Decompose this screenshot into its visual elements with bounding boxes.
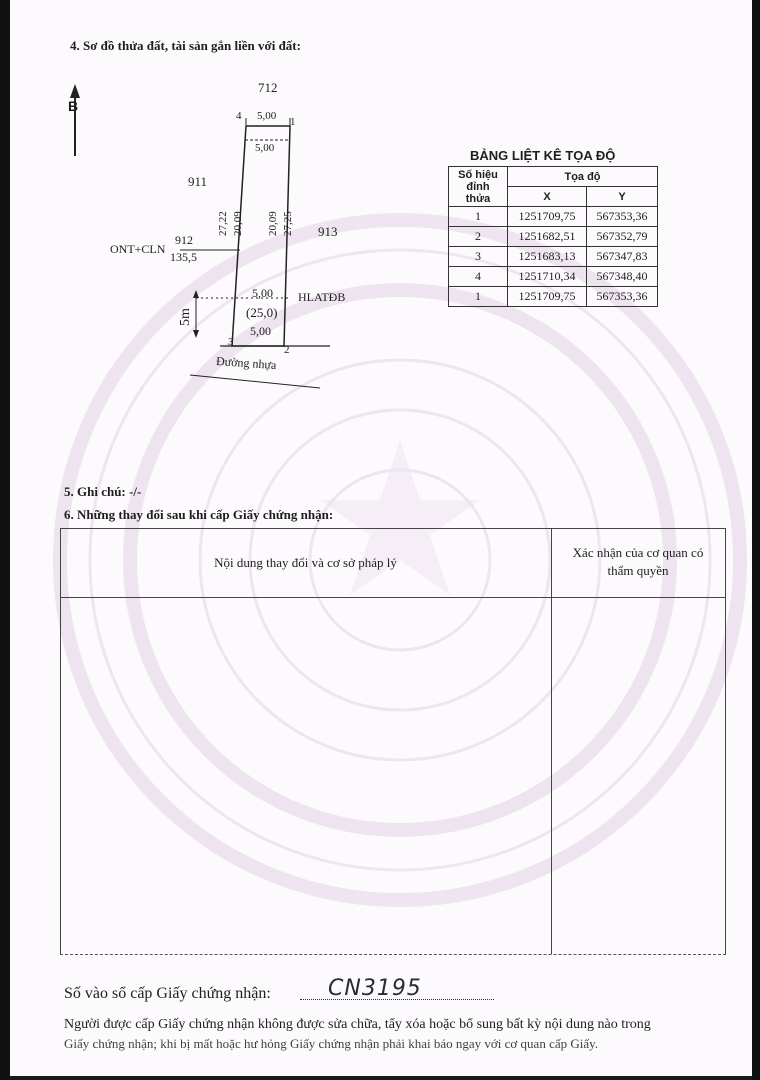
coord-table-title: BẢNG LIỆT KÊ TỌA ĐỘ bbox=[470, 148, 616, 163]
changes-col-confirm: Xác nhận của cơ quan có thẩm quyền bbox=[572, 545, 704, 578]
parcel-top-number: 712 bbox=[258, 80, 278, 95]
table-row: 3 1251683,13 567347,83 bbox=[449, 247, 658, 267]
parcel-left-number: 911 bbox=[188, 174, 208, 189]
footer-line-1: Người được cấp Giấy chứng nhận không được sửa chữa, tẩy xóa hoặc bổ sung bất kỳ nội dung nào trong bbox=[64, 1017, 651, 1032]
coord-col-y: Y bbox=[587, 187, 658, 207]
right-inner-length: 20,09 bbox=[267, 211, 279, 236]
right-edge-length: 27,25 bbox=[282, 211, 294, 236]
changes-table-body bbox=[60, 596, 726, 954]
parcel-right-number: 913 bbox=[318, 224, 338, 239]
left-edge-length: 27,22 bbox=[217, 211, 229, 236]
scan-border-right bbox=[752, 0, 760, 1080]
top-edge-length: 5,00 bbox=[257, 110, 277, 122]
corridor-top-length: 5,00 bbox=[252, 286, 273, 300]
registry-handwritten-number: CN3195 bbox=[328, 976, 422, 1001]
corridor-label: HLATĐB bbox=[298, 290, 346, 304]
changes-col-content: Nội dung thay đổi và cơ sở pháp lý bbox=[214, 555, 397, 570]
note-section: 5. Ghi chú: -/- bbox=[64, 484, 142, 499]
changes-table-divider bbox=[551, 528, 552, 954]
corridor-area: (25,0) bbox=[246, 305, 278, 320]
parcel-number: 912 bbox=[175, 233, 193, 247]
north-arrow-icon bbox=[70, 84, 80, 98]
table-row: 4 1251710,34 567348,40 bbox=[449, 267, 658, 287]
point-2-label: 2 bbox=[284, 344, 290, 356]
coord-col-x: X bbox=[508, 187, 587, 207]
coord-col-point: Số hiệu đỉnh thửa bbox=[449, 167, 508, 207]
corridor-width: 5m bbox=[178, 308, 193, 326]
point-4-label: 4 bbox=[236, 110, 242, 122]
corridor-bottom-length: 5,00 bbox=[250, 324, 271, 338]
certificate-page bbox=[10, 0, 752, 1076]
land-type: ONT+CLN bbox=[110, 242, 166, 256]
road-label: Đường nhựa bbox=[215, 353, 277, 373]
scan-border-left bbox=[0, 0, 10, 1080]
table-row: 2 1251682,51 567352,79 bbox=[449, 227, 658, 247]
table-row: 1 1251709,75 567353,36 bbox=[449, 287, 658, 307]
coord-col-coord: Tọa độ bbox=[508, 167, 658, 187]
coord-table bbox=[448, 166, 658, 307]
changes-table-bottom-edge bbox=[60, 954, 726, 955]
point-3-label: 3 bbox=[228, 336, 234, 348]
north-label: B bbox=[68, 98, 79, 114]
section-4-header: 4. Sơ đồ thửa đất, tài sản gắn liền với đất: bbox=[70, 38, 301, 53]
table-row: 1 1251709,75 567353,36 bbox=[449, 207, 658, 227]
changes-section-title: 6. Những thay đổi sau khi cấp Giấy chứng nhận: bbox=[64, 507, 334, 522]
parcel-area: 135,5 bbox=[170, 250, 197, 264]
left-inner-length: 20,09 bbox=[232, 211, 244, 236]
top-inner-length: 5,00 bbox=[255, 142, 275, 154]
registry-label: Số vào sổ cấp Giấy chứng nhận: bbox=[64, 985, 271, 1002]
footer-line-2: Giấy chứng nhận; khi bị mất hoặc hư hỏng Giấy chứng nhận phải khai báo ngay với cơ quan cấp Giấy. bbox=[64, 1036, 599, 1051]
point-1-label: 1 bbox=[290, 116, 296, 128]
